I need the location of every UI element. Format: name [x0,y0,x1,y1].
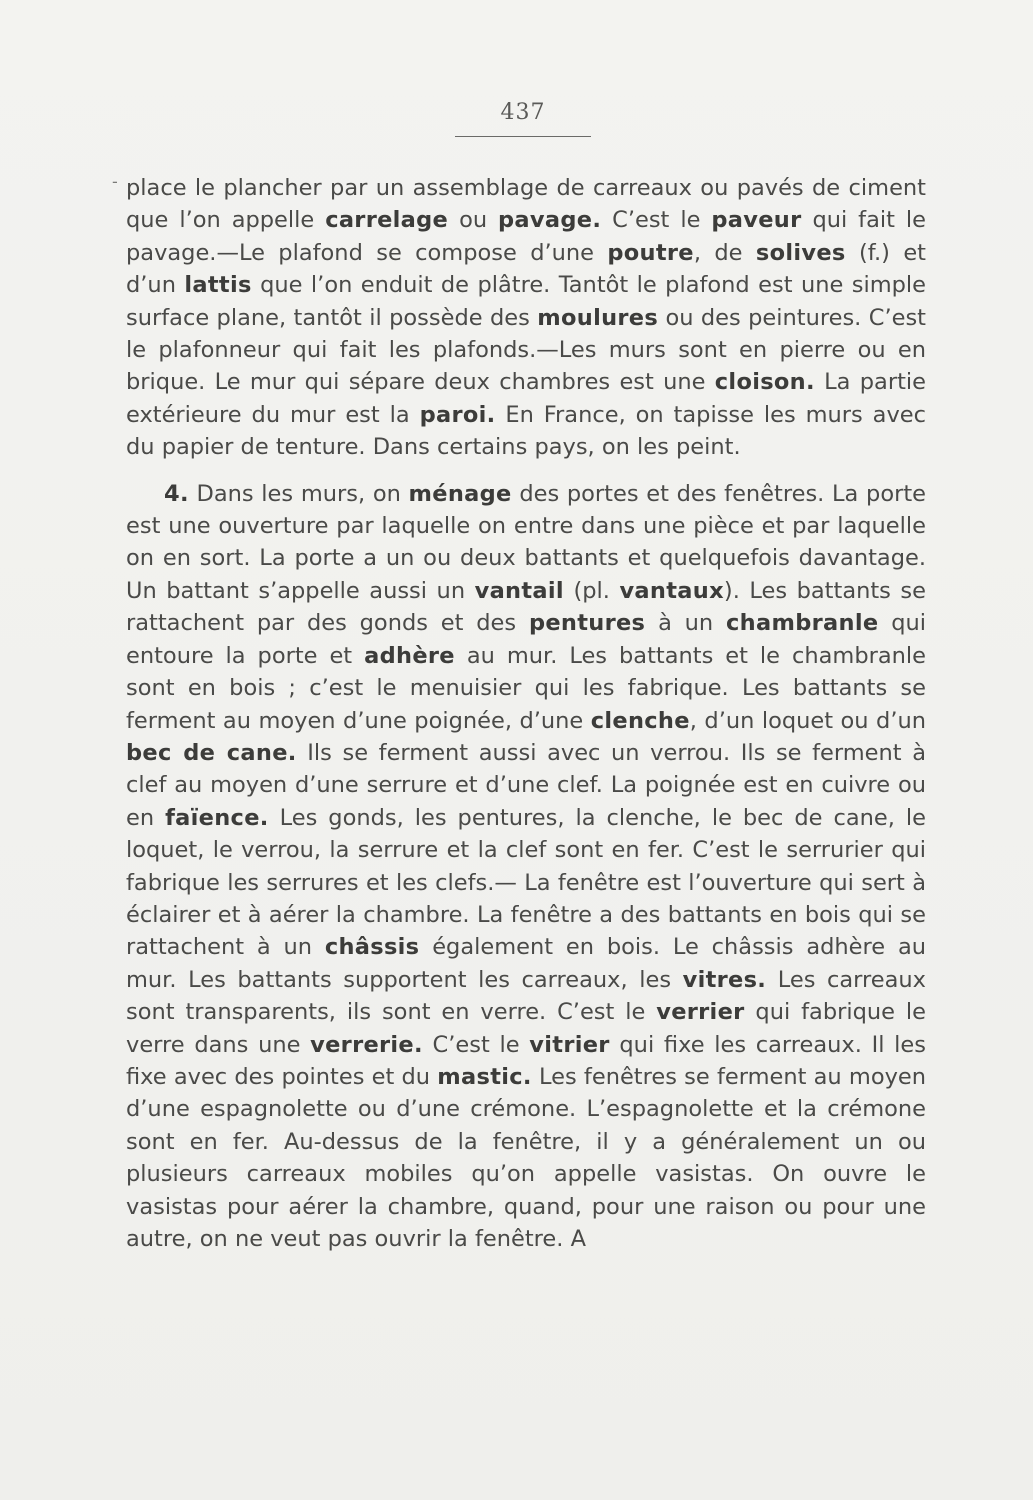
bold-term: cloison. [714,369,815,396]
text-segment: qui fabrique le verre dans une [126,999,926,1058]
bold-term: pentures [528,610,646,637]
bold-term: solives [755,239,846,266]
text-segment: En France, on tapisse les murs avec du papier de tenture. Dans certains pays, on les peint. [126,401,926,461]
bold-term: clenche [590,707,690,734]
text-segment: qui entoure la porte et [126,610,927,669]
page-number: 437 [500,100,546,125]
bold-term: carrelage [325,207,449,234]
paragraph-1 [126,172,926,464]
bold-term: adhère [364,642,455,669]
bold-term: mastic. [437,1063,532,1090]
text-segment: Les carreaux sont transparents, ils sont en verre. C’est le [126,966,926,1026]
text-segment: La partie extérieure du mur est la [126,369,926,428]
text-segment: Les gonds, les pentures, la clenche, le bec de cane, le loquet, le verrou, la serrure et la clef sont en fer. C’est le serrurier qui fabrique les serrures et les clefs.— La fenêtre est l’ouverture qui sert à éclairer et à aérer la chambre. La fenêtre a des battants en bois qui se rattachent à un [126,804,926,961]
bold-term: vantail [474,577,564,604]
text-segment: Dans les murs, on [188,480,409,507]
text-segment: également en bois. Le châssis adhère au mur. Les battants supportent les carreaux, les [126,934,926,993]
text-segment: qui fixe les carreaux. Il les fixe avec des pointes et du [126,1031,926,1090]
bold-term: paroi. [419,401,496,428]
bold-term: lattis [184,272,252,299]
text-segment: au mur. Les battants et le chambranle sont en bois ; c’est le menuisier qui les fabrique. Les battants se ferment au moyen d’une poignée, d’une [126,642,926,734]
page-number-rule [455,136,591,137]
text-segment: place le plancher par un assemblage de carreaux ou pavés de ciment que l’on appelle [126,175,926,234]
text-segment: des portes et des fenêtres. La porte est une ouverture par laquelle on entre dans une pièce et par laquelle on en sort. La porte a un ou deux battants et quelquefois davantage. Un battant s’appelle aussi un [126,480,926,604]
bold-term: faïence. [165,804,269,831]
bold-term: vitres. [682,966,767,993]
bold-term: chambranle [726,610,879,637]
text-segment: ou [448,207,499,234]
text-segment: (f.) et d’un [126,239,926,299]
bold-term: vantaux [619,577,724,604]
text-segment: ). Les battants se rattachent par des gonds et des [126,577,926,637]
bold-term: ménage [408,480,512,507]
text-segment: C’est le [422,1031,530,1058]
bold-term: moulures [537,304,659,331]
text-segment: , de [693,239,756,266]
paragraph-2 [126,478,926,1256]
text-segment: C’est le [601,207,712,234]
text-segment: ou des peintures. C’est le plafonneur qui fait les plafonds.—Les murs sont en pierre ou en brique. Le mur qui sépare deux chambres est une [126,304,926,396]
margin-mark: - [112,172,118,191]
bold-term: pavage. [498,207,602,234]
bold-term: paveur [711,207,802,234]
text-segment: qui fait le pavage.—Le plafond se compose d’une [126,207,926,266]
bold-term: vitrier [529,1031,610,1058]
body-text [126,172,926,1255]
text-segment: à un [645,610,727,637]
text-segment: Ils se ferment aussi avec un verrou. Ils se ferment à clef au moyen d’une serrure et d’une clef. La poignée est en cuivre ou en [126,739,927,831]
bold-term: verrier [656,999,745,1026]
bold-term: châssis [324,934,420,961]
bold-term: poutre [607,239,694,266]
bold-term: bec de cane. [126,739,297,766]
text-segment: , d’un loquet ou d’un [689,707,926,734]
text-segment: Les fenêtres se ferment au moyen d’une espagnolette ou d’une crémone. L’espagnolette et la crémone sont en fer. Au-dessus de la fenêtre, il y a généralement un ou plusieurs carreaux mobiles qu’on appelle vasistas. On ouvre le vasistas pour aérer la chambre, quand, pour une raison ou pour une autre, on ne veut pas ouvrir la fenêtre. A [126,1063,927,1252]
text-segment: que l’on enduit de plâtre. Tantôt le plafond est une simple surface plane, tantôt il possède des [126,272,926,331]
bold-term: 4. [164,480,189,507]
bold-term: verrerie. [310,1031,423,1058]
text-segment: (pl. [563,577,620,604]
